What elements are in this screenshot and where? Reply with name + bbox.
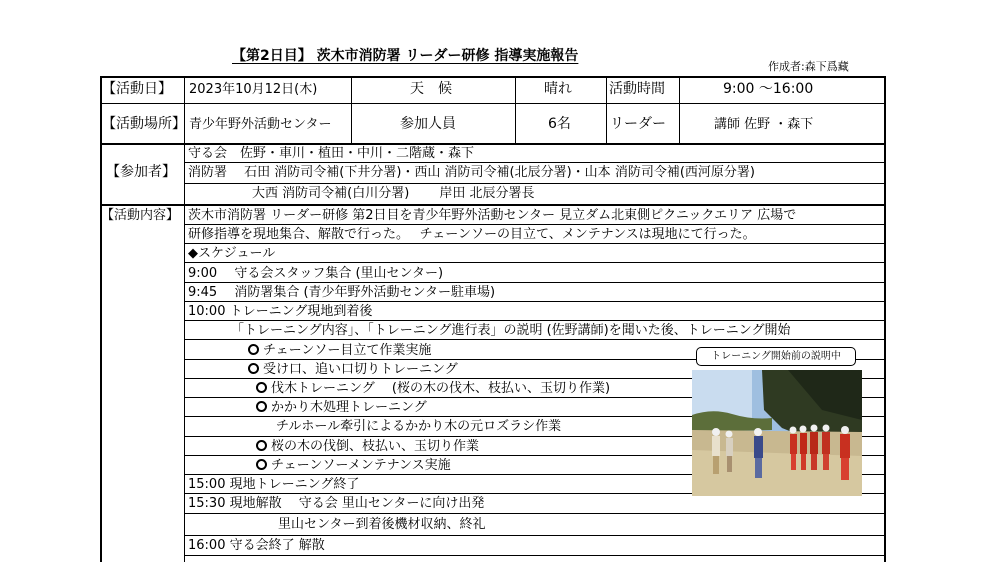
activity-summary-2: 研修指導を現地集合、解散で行った。 チェーンソーの目立て、メンテナンスは現地にて行った。 bbox=[188, 227, 756, 242]
leader-label: リーダー bbox=[610, 116, 666, 132]
schedule-item: 里山センター到着後機材収納、終礼 bbox=[278, 517, 486, 532]
training-item-label: 受け口、追い口切りトレーニング bbox=[263, 362, 458, 377]
training-item-label: チェーンソーメンテナンス実施 bbox=[271, 458, 451, 473]
table-border bbox=[515, 76, 516, 144]
training-item bbox=[256, 440, 479, 453]
table-border bbox=[100, 204, 886, 206]
training-subitem: チルホール牽引によるかかり木の元ロズラシ作業 bbox=[276, 419, 562, 434]
table-border bbox=[184, 301, 886, 302]
table-border bbox=[184, 262, 886, 263]
training-item-label: チェーンソー目立て作業実施 bbox=[263, 343, 432, 358]
participant-count-label: 参加人員 bbox=[400, 116, 456, 132]
table-border bbox=[184, 339, 886, 340]
circle-bullet-icon bbox=[248, 363, 259, 374]
report-author: 作成者:森下爲藏 bbox=[768, 60, 849, 73]
training-item-label: 桜の木の伐倒、枝払い、玉切り作業 bbox=[271, 439, 480, 454]
participants-line-1: 守る会 佐野・車川・植田・中川・二階蔵・森下 bbox=[188, 146, 475, 161]
schedule-item: 10:00 トレーニング現地到着後 bbox=[188, 304, 373, 319]
place-label: 【活動場所】 bbox=[102, 116, 186, 132]
table-border bbox=[100, 76, 102, 562]
schedule-item: 9:00 守る会スタッフ集合 (里山センター) bbox=[188, 266, 444, 281]
table-border bbox=[679, 76, 680, 144]
report-title: 【第2日目】 茨木市消防署 リーダー研修 指導実施報告 bbox=[232, 48, 579, 64]
weather-label: 天 候 bbox=[410, 81, 452, 97]
schedule-item: 15:00 現地トレーニング終了 bbox=[188, 477, 360, 492]
schedule-item: 9:45 消防署集合 (青少年野外活動センター駐車場) bbox=[188, 285, 496, 300]
table-border bbox=[100, 143, 886, 145]
schedule-item: 15:30 現地解散 守る会 里山センターに向け出発 bbox=[188, 496, 485, 511]
table-border bbox=[606, 76, 607, 144]
participants-line-2: 消防署 石田 消防司令補(下井分署)・西山 消防司令補(北辰分署)・山本 消防司令補(西河原分署) bbox=[188, 165, 755, 180]
circle-bullet-icon bbox=[248, 344, 259, 355]
place-value: 青少年野外活動センター bbox=[189, 117, 332, 132]
table-border bbox=[184, 535, 886, 536]
training-photo-image bbox=[692, 370, 862, 496]
training-item bbox=[248, 344, 431, 357]
schedule-item: 「トレーニング内容」、「トレーニング進行表」の説明 (佐野講師)を聞いた後、トレーニング開始 bbox=[231, 323, 791, 338]
activity-summary-1: 茨木市消防署 リーダー研修 第2日目を青少年野外活動センター 見立ダム北東側ピクニックエリア 広場で bbox=[188, 208, 797, 223]
schedule-item: 16:00 守る会終了 解散 bbox=[188, 538, 325, 553]
schedule-heading: ◆スケジュール bbox=[188, 246, 276, 261]
training-item bbox=[248, 363, 458, 376]
training-item-label: 伐木トレーニング (桜の木の伐木、枝払い、玉切り作業) bbox=[271, 381, 611, 396]
table-border bbox=[184, 320, 886, 321]
participants-label: 【参加者】 bbox=[106, 164, 176, 180]
participant-count-value: 6名 bbox=[548, 116, 571, 132]
training-photo bbox=[692, 370, 862, 496]
table-border bbox=[184, 513, 886, 514]
table-border bbox=[184, 183, 886, 184]
table-border bbox=[351, 76, 352, 144]
circle-bullet-icon bbox=[256, 440, 267, 451]
table-border bbox=[100, 103, 886, 104]
time-label: 活動時間 bbox=[609, 81, 665, 97]
training-item bbox=[256, 382, 610, 395]
table-border bbox=[100, 76, 886, 78]
participants-line-3: 大西 消防司令補(白川分署) 岸田 北辰分署長 bbox=[252, 186, 535, 201]
training-item bbox=[256, 401, 427, 414]
photo-caption: トレーニング開始前の説明中 bbox=[696, 347, 856, 366]
time-value: 9:00 ～16:00 bbox=[723, 81, 814, 97]
date-value: 2023年10月12日(木) bbox=[189, 82, 318, 97]
training-item-label: かかり木処理トレーニング bbox=[271, 400, 427, 415]
table-border bbox=[184, 76, 185, 144]
weather-value: 晴れ bbox=[544, 81, 572, 97]
leader-value: 講師 佐野 ・森下 bbox=[714, 117, 814, 132]
table-border bbox=[184, 243, 886, 244]
training-item bbox=[256, 459, 451, 472]
table-border bbox=[184, 162, 886, 163]
date-label: 【活動日】 bbox=[102, 81, 172, 97]
circle-bullet-icon bbox=[256, 459, 267, 470]
circle-bullet-icon bbox=[256, 382, 267, 393]
circle-bullet-icon bbox=[256, 401, 267, 412]
table-border bbox=[184, 144, 185, 562]
table-border bbox=[184, 224, 886, 225]
report-table bbox=[100, 76, 886, 562]
table-border bbox=[884, 76, 886, 562]
activity-label: 【活動内容】 bbox=[101, 208, 180, 223]
table-border bbox=[184, 282, 886, 283]
table-border bbox=[184, 555, 886, 556]
